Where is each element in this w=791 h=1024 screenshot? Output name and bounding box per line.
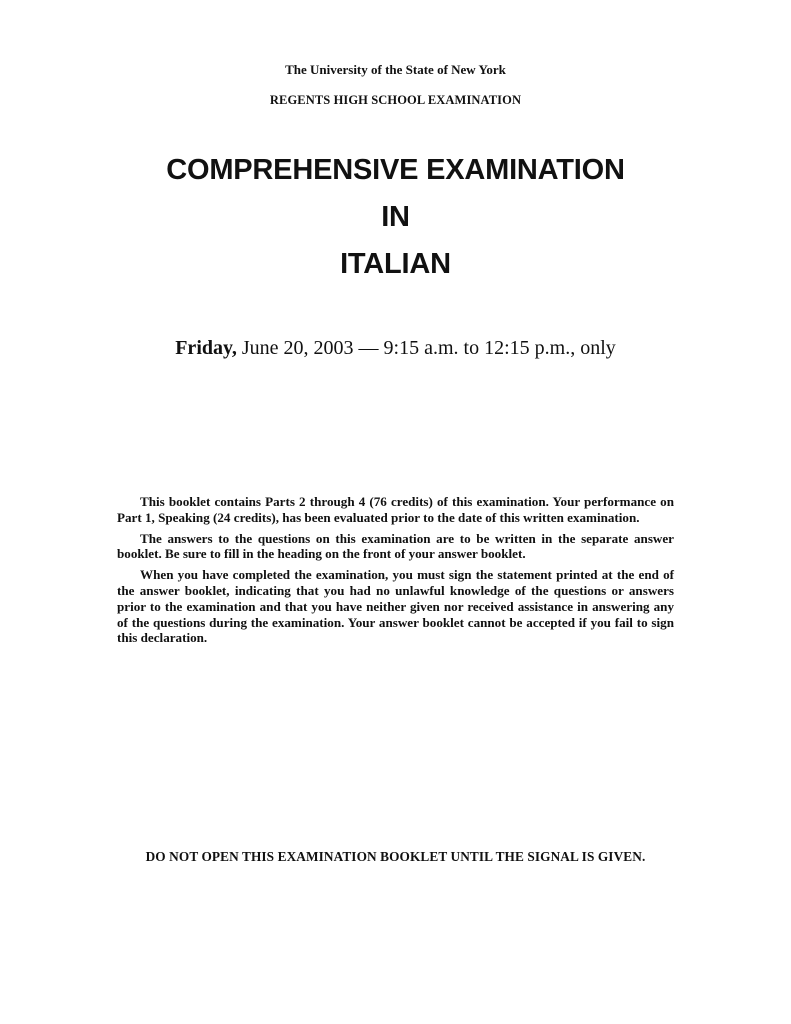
exam-day: Friday, [175, 337, 237, 359]
exam-schedule [0, 335, 791, 361]
instruction-paragraph: The answers to the questions on this examination are to be written in the separate answer booklet. Be sure to fill in the heading on the front of your answer booklet. [117, 530, 674, 562]
instruction-paragraph: When you have completed the examination, you must sign the statement printed at the end of the answer booklet, indicating that you had no unlawful knowledge of the questions or answers prior to the examination and that you have neither given nor received assistance in answering any of the questions during the examination. Your answer booklet cannot be accepted if you fail to sign this declaration. [117, 567, 674, 646]
institution-name: The University of the State of New York [285, 62, 506, 77]
exam-type-heading: REGENTS HIGH SCHOOL EXAMINATION [269, 93, 522, 107]
exam-title-line-1: COMPREHENSIVE EXAMINATION [166, 154, 625, 186]
exam-title-line-2: IN [381, 201, 410, 233]
instruction-paragraph: This booklet contains Parts 2 through 4 (76 credits) of this examination. Your performance on Part 1, Speaking (24 credits), has been evaluated prior to the date of this written examination. [117, 494, 674, 525]
instructions-block [117, 494, 674, 651]
do-not-open-warning: DO NOT OPEN THIS EXAMINATION BOOKLET UNTIL THE SIGNAL IS GIVEN. [145, 849, 646, 864]
exam-title-line-3: ITALIAN [340, 248, 451, 280]
exam-date-time: June 20, 2003 — 9:15 a.m. to 12:15 p.m., only [236, 337, 616, 359]
